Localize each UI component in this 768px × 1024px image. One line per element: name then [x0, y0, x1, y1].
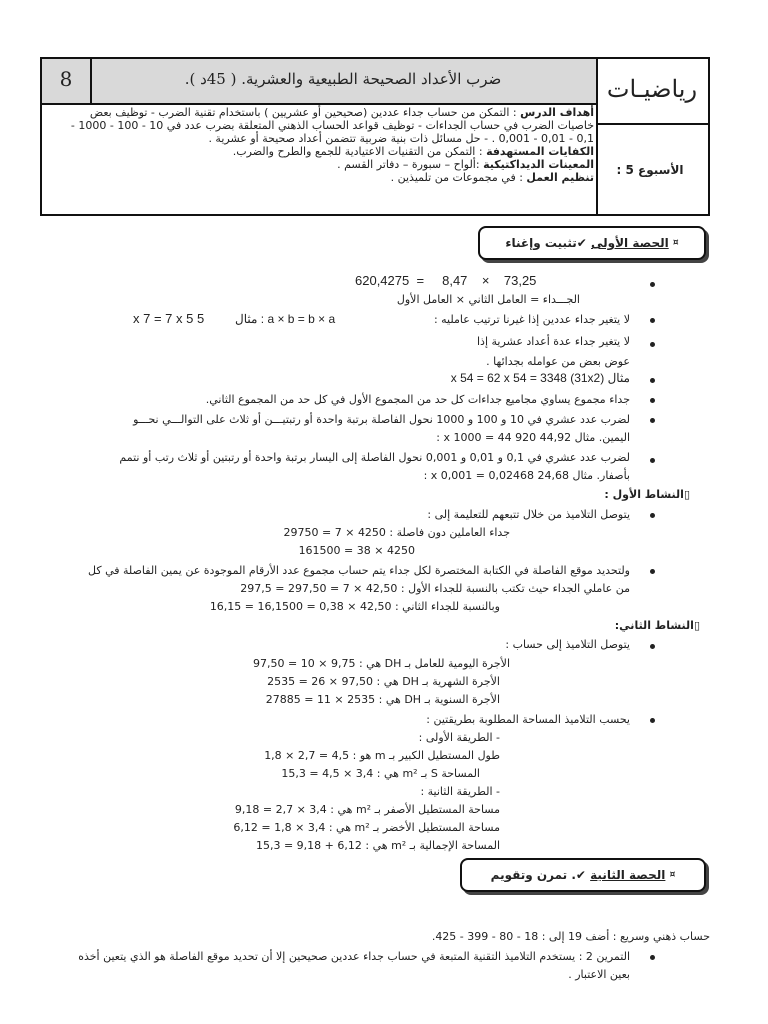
check-icon: ✔ [575, 868, 586, 882]
activity2-title [580, 619, 700, 632]
method1-label: - الطريقة الأولى : [418, 731, 500, 744]
materials-label: المعينات الديداكتيكية [483, 158, 594, 171]
activity1-title [560, 488, 690, 501]
activity1-para-line2: من عاملي الجداء حيث تكتب بالنسبة للجداء الأول : 42,50 × 7 = 297,50 = 297,5 [240, 582, 630, 595]
yearly-wage: الأجرة السنوية بـ DH هي : 2535 × 11 = 27885 [265, 693, 500, 706]
competencies-line [46, 145, 594, 158]
method2-line2: مساحة المستطيل الأخضر بـ m² هي : 3,4 × 1,8 = 6,12 [233, 821, 500, 834]
bullet-icon [650, 513, 655, 518]
competencies-label: الكفايات المستهدفة [486, 145, 594, 158]
bullet-icon [650, 398, 655, 403]
bullet-icon [650, 458, 655, 463]
activity2-intro: يتوصل التلاميذ إلى حساب : [505, 638, 630, 651]
product-equation: 620,4275 = 8,47 × 73,25 [355, 273, 537, 288]
multiply-by-01-line1: لضرب عدد عشري في 0,1 و 0,01 و 0,001 نحول الفاصلة إلى اليسار برتبة واحدة أو رتبتين أو ثلاث رتب أو نتمم [119, 451, 630, 464]
method1-line1: طول المستطيل الكبير بـ m هو : 4,5 = 2,7 × 1,8 [264, 749, 500, 762]
goals-line-3: 0,1 - 0,01 - 0,001 . - حل مسائل ذات بنية ضربية تتضمن أعداد صحيحة أو عشرية . [208, 132, 594, 145]
exercise2-line2: بعين الاعتبار . [568, 968, 630, 981]
activity1-para-line1: ولتحديد موقع الفاصلة في الكتابة المختصرة لكل جداء يتم حساب مجموع عدد الأرقام الموجودة عن يمين الفاصلة في كل [88, 564, 630, 577]
bullet-icon [650, 342, 655, 347]
subject-title: رياضيـات [606, 75, 698, 103]
organization-text: : في مجموعات من تلميذين . [390, 171, 523, 184]
bullet-icon [650, 318, 655, 323]
organization-line [46, 171, 594, 184]
session2-label: الحصة الثانية [590, 868, 666, 882]
square-icon: ▯ [683, 488, 690, 501]
distributivity-text: جداء مجموع يساوي مجاميع جداءات كل حد من المجموع الأول في كل حد من المجموع الثاني. [205, 393, 630, 406]
session2-marker: ¤ [669, 870, 676, 880]
goals-text: : التمكن من حساب جداء عددين (صحيحين أو عشريين ) باستخدام تقنية الضرب - توظيف بعض [89, 106, 517, 119]
lesson-header-table [40, 57, 710, 216]
multiply-by-10-line2: اليمين. مثال 44,92 x 1000 = 44 920 : [436, 431, 630, 444]
session1-heading [478, 226, 706, 260]
session1-marker: ¤ [672, 238, 679, 248]
square-icon: ▯ [693, 619, 700, 632]
activity1-intro: يتوصل التلاميذ من خلال تتبعهم للتعليمة إلى : [427, 508, 630, 521]
organization-label: تنظيم العمل [526, 171, 594, 184]
lesson-objectives [46, 106, 594, 184]
goals-label: أهداف الدرس [520, 106, 594, 119]
competencies-text: : التمكن من التقنيات الاعتيادية للجمع والطرح والضرب. [232, 145, 483, 158]
week-label: الأسبوع 5 : [616, 163, 684, 177]
bullet-icon [650, 718, 655, 723]
activity1-title-text: النشاط الأول : [604, 488, 684, 501]
session1-subtitle: تثبيت وإغناء [505, 236, 577, 250]
goals-line-2: خاصيات الضرب في حساب الجداءات - توظيف قواعد الحساب الذهني المتعلقة بضرب عدد في 10 - 100 - 1000 - [70, 119, 594, 132]
method2-line1: مساحة المستطيل الأصفر بـ m² هي : 3,4 × 2,7 = 9,18 [234, 803, 500, 816]
check-icon: ✔ [576, 236, 587, 250]
commutativity-formula: x 7 = 7 x 5 5 [133, 311, 205, 326]
bullet-icon [650, 418, 655, 423]
activity1-para-line3: وبالنسبة للجداء الثاني : 42,50 × 0,38 = 16,1500 = 16,15 [209, 600, 500, 613]
materials-line [46, 158, 594, 171]
session2-subtitle: . تمرن وتقويم [490, 868, 576, 882]
monthly-wage: الأجرة الشهرية بـ DH هي : 97,50 × 26 = 2535 [267, 675, 500, 688]
bullet-icon [650, 282, 655, 287]
goals-line [46, 106, 594, 119]
area-intro: يحسب التلاميذ المساحة المطلوبة بطريقتين : [426, 713, 630, 726]
commutativity-example: مثال : a × b = b × a [235, 312, 336, 326]
multiply-by-01-line2: بأصفار. مثال 24,68 x 0,001 = 0,02468 : [423, 469, 630, 482]
multiply-by-10-line1: لضرب عدد عشري في 10 و 100 و 1000 نحول الفاصلة برتبة واحدة أو رتبتيـــن أو ثلاث على التوالـــي نحـــو [133, 413, 630, 426]
lesson-title: ضرب الأعداد الصحيحة الطبيعية والعشرية. ( 45د ). [184, 70, 502, 88]
commutativity-text: لا يتغير جداء عددين إذا غيرنا ترتيب عامليه : [433, 313, 630, 326]
materials-text: :ألواح – سبورة – دفاتر القسم . [337, 158, 480, 171]
associativity-line2: عوض بعض من عوامله بجدائها . [486, 355, 630, 368]
activity1-line2: 4250 × 38 = 161500 [298, 544, 415, 557]
daily-wage: الأجرة اليومية للعامل بـ DH هي : 9,75 × 10 = 97,50 [253, 657, 510, 670]
session1-label: الحصة الأولى [591, 236, 669, 250]
associativity-line1: لا يتغير جداء عدة أعداد عشرية إذا [477, 335, 630, 348]
bullet-icon [650, 644, 655, 649]
activity1-line1: جداء العاملين دون فاصلة : 4250 × 7 = 29750 [283, 526, 510, 539]
bullet-icon [650, 378, 655, 383]
method2-label: - الطريقة الثانية : [420, 785, 500, 798]
product-caption: الجـــداء = العامل الثاني × العامل الأول [396, 293, 580, 306]
exercise2-line1: التمرين 2 : يستخدم التلاميذ التقنية المتبعة في حساب جداء عددين صحيحين إلا أن تحديد موقع الفاصلة هو الذي يتعين أخذه [78, 950, 630, 963]
bullet-icon [650, 569, 655, 574]
mental-calculation: حساب ذهني وسريع : أضف 19 إلى : 18 - 80 - 399 - 425. [431, 930, 710, 943]
method2-line3: المساحة الإجمالية بـ m² هي : 6,12 + 9,18 = 15,3 [255, 839, 500, 852]
bullet-icon [650, 955, 655, 960]
associativity-example: مثال (31x2) x 54 = 62 x 54 = 3348 [450, 371, 630, 385]
session2-heading [460, 858, 706, 892]
lesson-number: 8 [59, 67, 73, 91]
method1-line2: المساحة S بـ m² هي : 3,4 × 4,5 = 15,3 [281, 767, 480, 780]
activity2-title-text: النشاط الثاني: [614, 619, 694, 632]
